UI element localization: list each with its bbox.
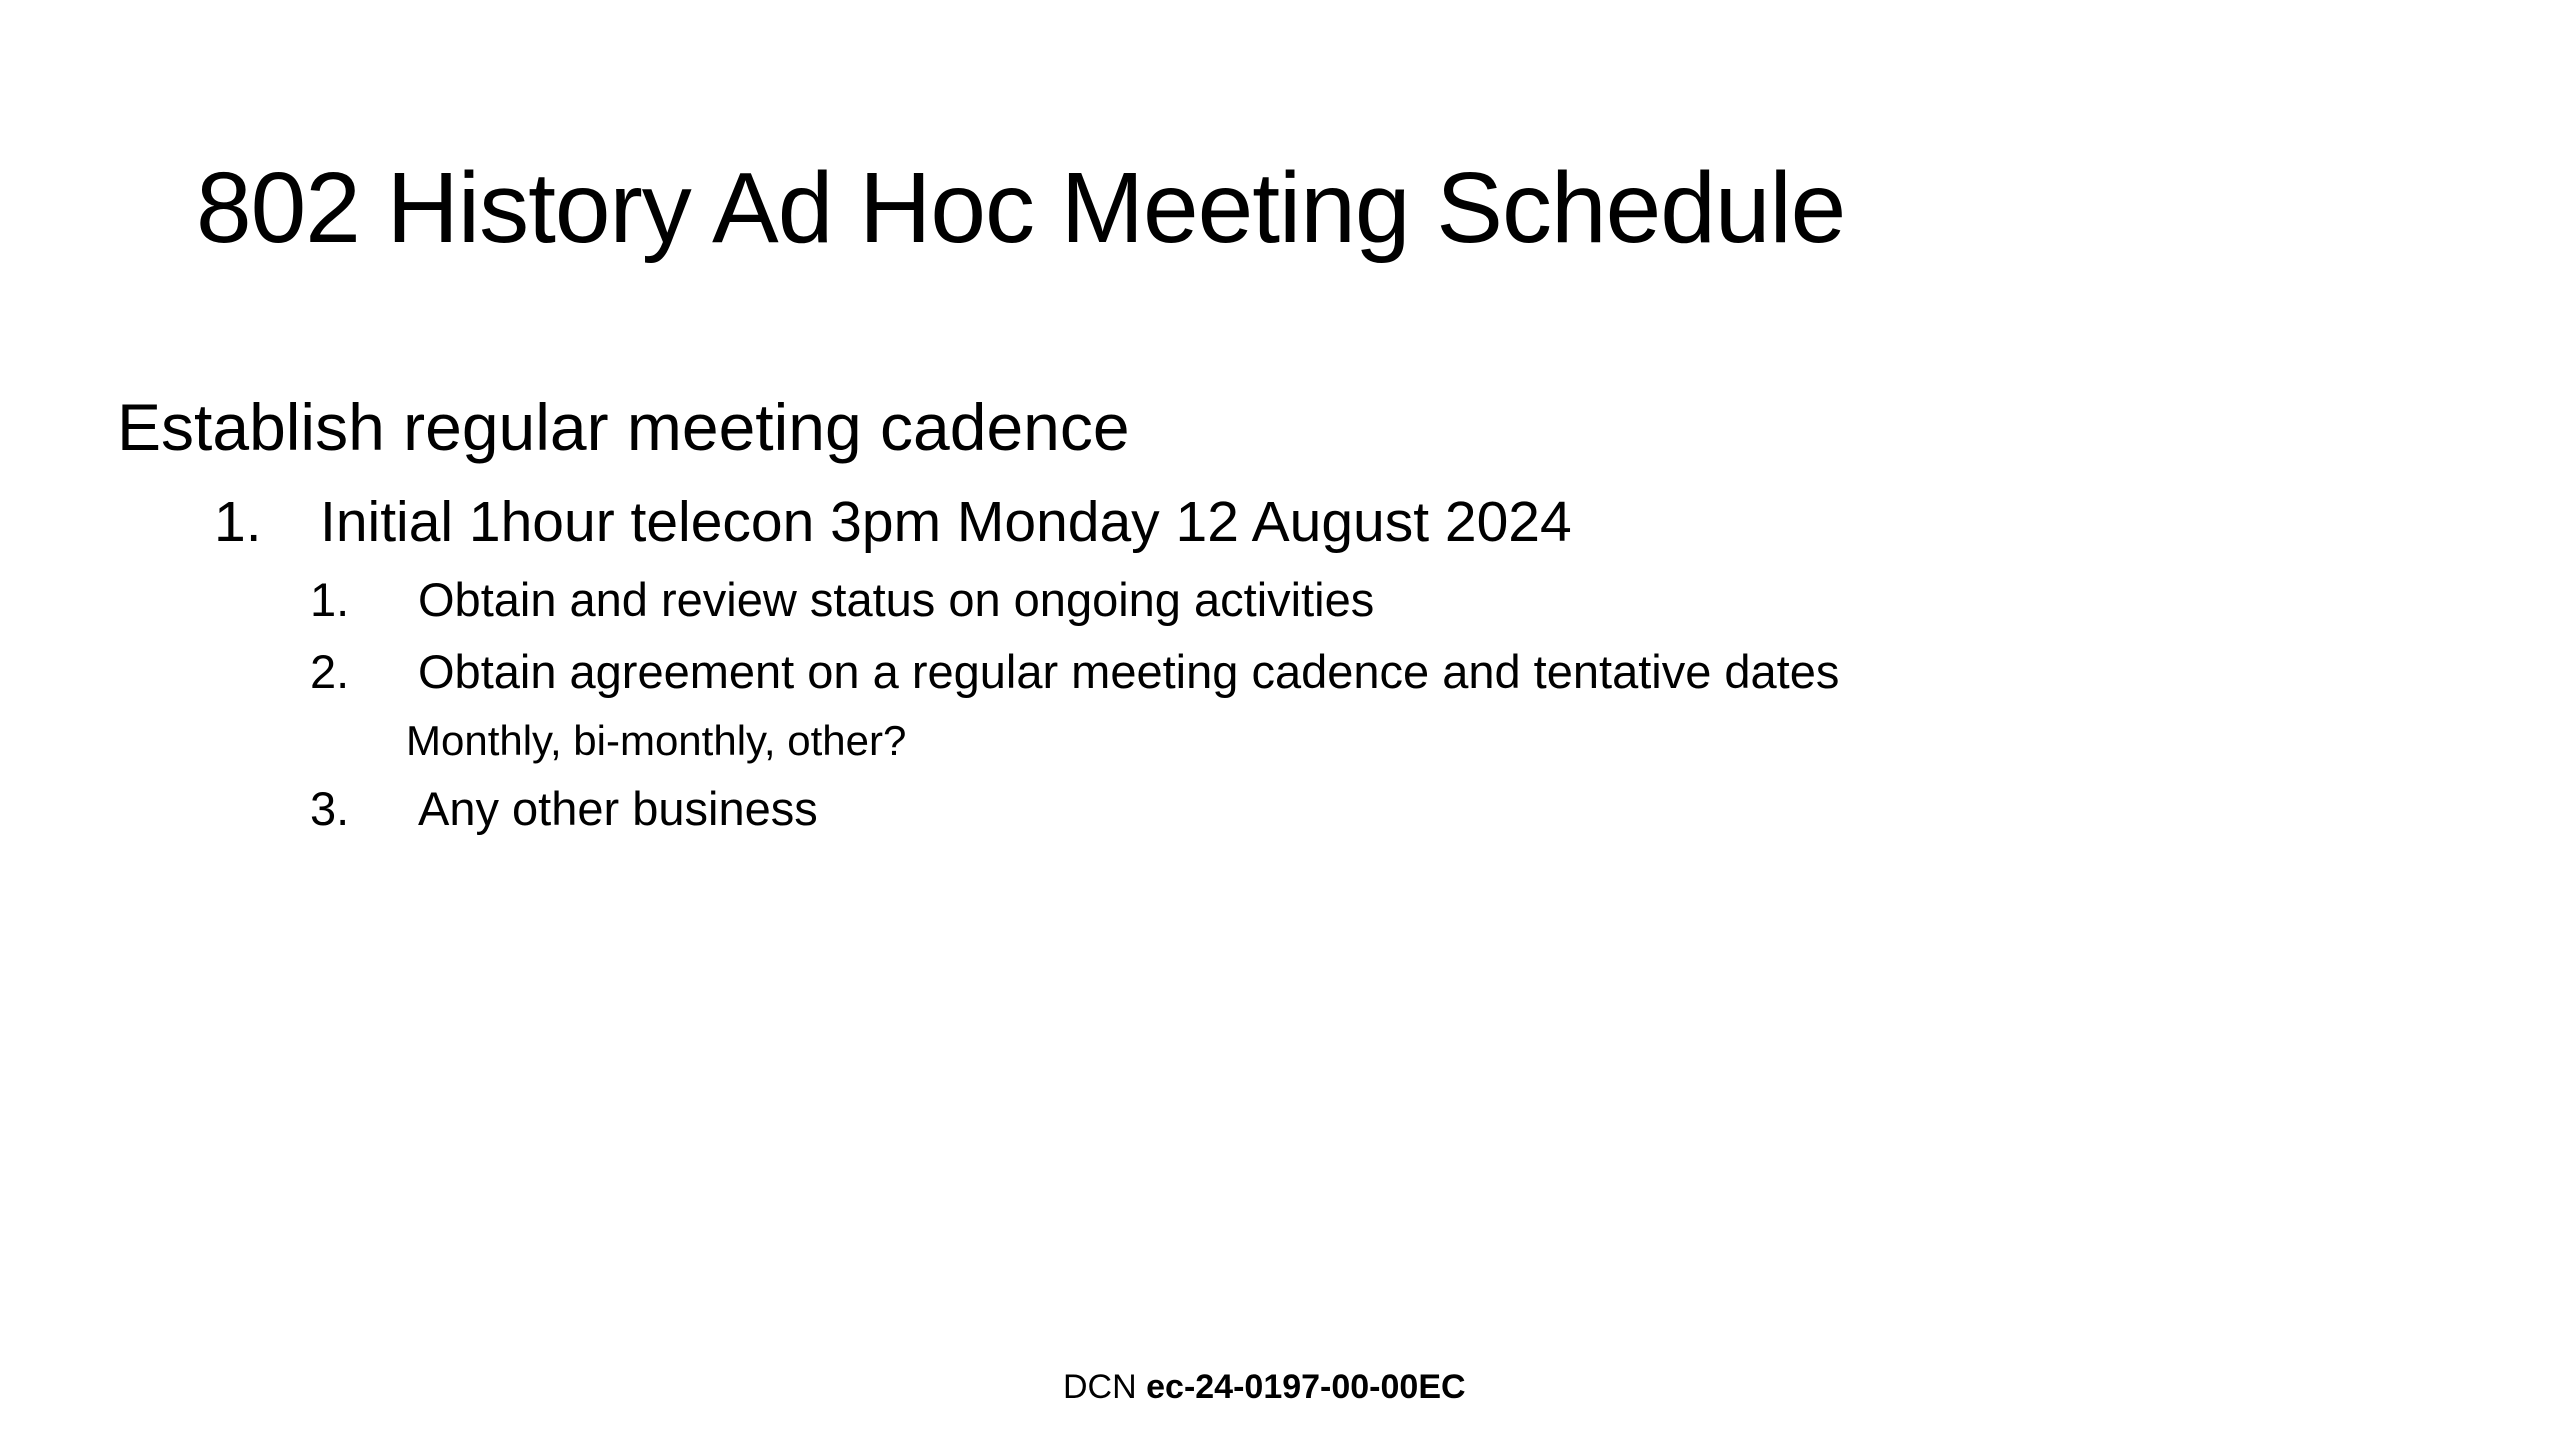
slide-title: 802 History Ad Hoc Meeting Schedule — [196, 152, 1846, 264]
sub-list-item-text: Obtain and review status on ongoing activities — [418, 573, 1375, 626]
cadence-options-note: Monthly, bi-monthly, other? — [406, 717, 907, 764]
sub-list-number: 3. — [310, 782, 350, 835]
sub-list-item-text: Any other business — [418, 782, 818, 835]
section-heading: Establish regular meeting cadence — [117, 390, 1130, 464]
dcn-label: DCN — [1063, 1368, 1137, 1406]
list-number: 1. — [214, 490, 262, 554]
dcn-value: ec-24-0197-00-00EC — [1146, 1368, 1466, 1406]
list-item-text: Initial 1hour telecon 3pm Monday 12 August 2024 — [320, 490, 1572, 554]
sub-list-item-text: Obtain agreement on a regular meeting cadence and tentative dates — [418, 645, 1840, 698]
sub-list-number: 2. — [310, 645, 350, 698]
document-control-number — [1063, 1367, 1466, 1408]
sub-list-number: 1. — [310, 573, 350, 626]
